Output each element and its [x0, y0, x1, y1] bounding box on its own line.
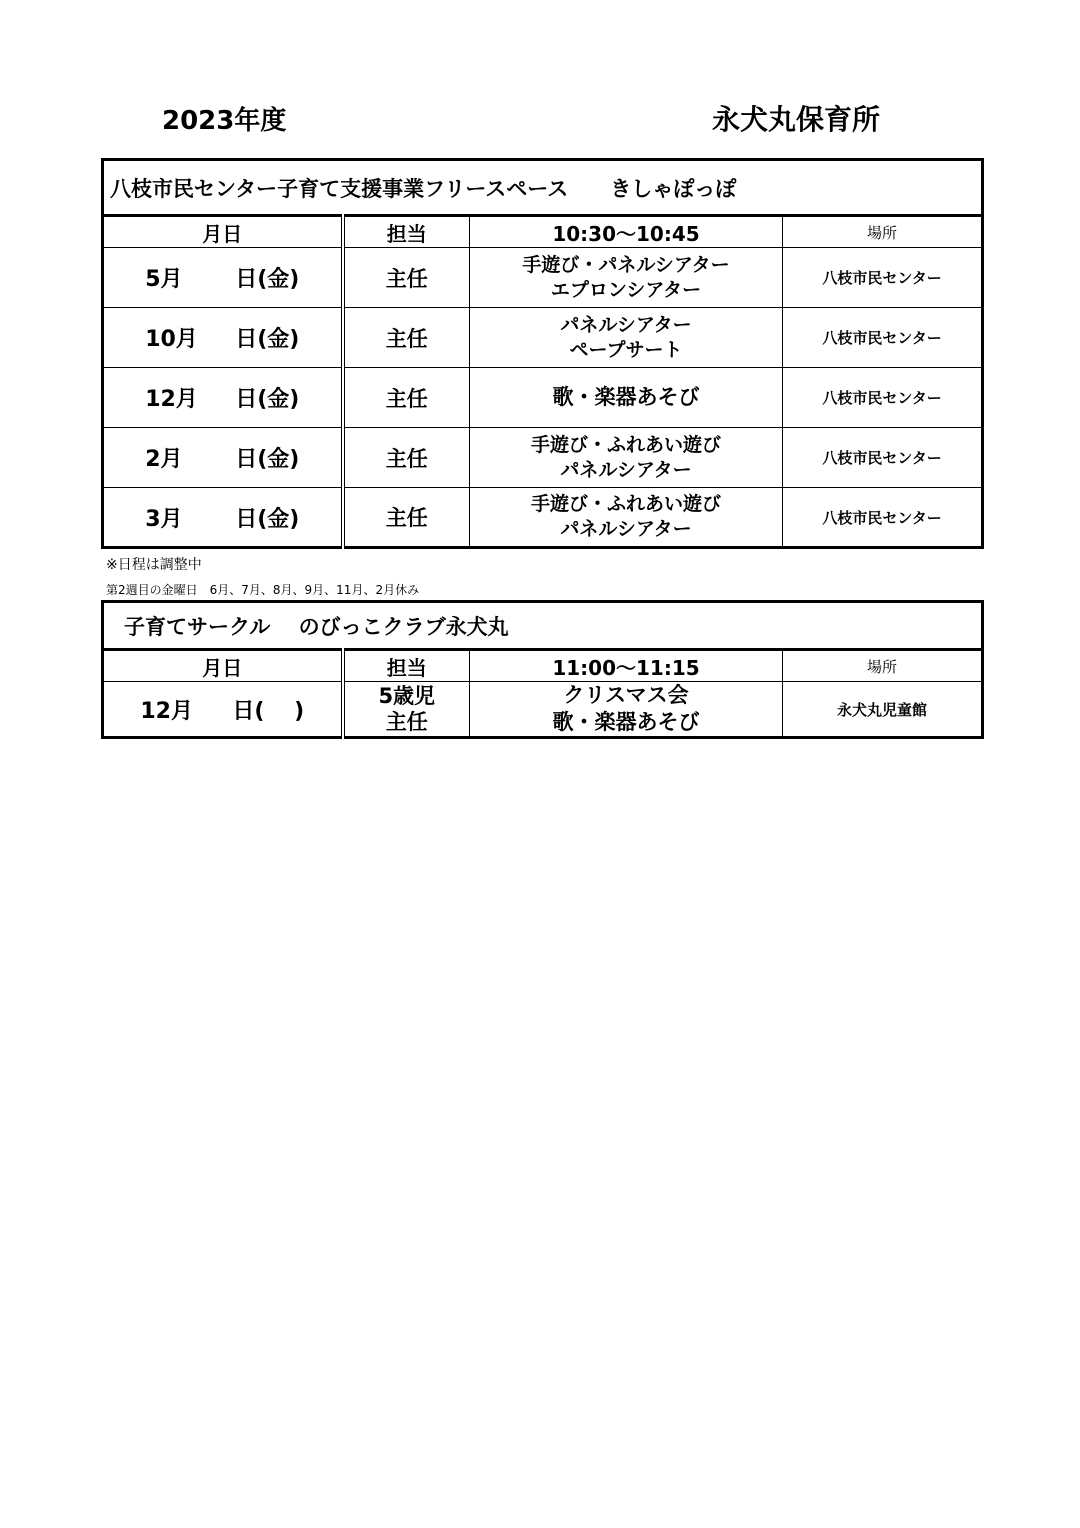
col-person: 担当	[343, 216, 470, 248]
date-cell	[103, 682, 343, 738]
day: 日(金)	[235, 387, 300, 412]
activity-line: 手遊び・パネルシアター	[522, 253, 730, 276]
col-time: 10:30〜10:45	[470, 216, 783, 248]
table-title: 子育てサークル のびっこクラブ永犬丸	[103, 602, 983, 650]
activity-cell	[470, 488, 783, 548]
place-cell: 八枝市民センター	[783, 488, 983, 548]
activity-line: 歌・楽器あそび	[552, 710, 700, 734]
place-cell: 永犬丸児童館	[783, 682, 983, 738]
day: 日(金)	[235, 267, 300, 292]
day: 日(金)	[235, 506, 300, 532]
table-row	[103, 682, 983, 738]
table-row	[103, 368, 983, 428]
col-place: 場所	[783, 650, 983, 682]
activity-line: ペープサート	[569, 338, 683, 361]
activity-line: 歌・楽器あそび	[552, 385, 700, 409]
col-person: 担当	[343, 650, 470, 682]
date-cell	[103, 488, 343, 548]
person-line: 5歳児	[378, 684, 436, 708]
activity-line: パネルシアター	[560, 313, 692, 336]
date-cell	[103, 368, 343, 428]
month: 12月	[145, 387, 198, 412]
date-cell	[103, 248, 343, 308]
activity-line: パネルシアター	[560, 518, 692, 540]
person-cell: 主任	[343, 308, 470, 368]
person-cell: 主任	[343, 428, 470, 488]
table-row	[103, 248, 983, 308]
place-cell: 八枝市民センター	[783, 368, 983, 428]
col-place: 場所	[783, 216, 983, 248]
activity-line: パネルシアター	[560, 458, 692, 481]
day: 日(金)	[235, 447, 300, 472]
month: 3月	[145, 506, 183, 532]
table-row	[103, 428, 983, 488]
month: 10月	[145, 327, 198, 352]
organization-name: 永犬丸保育所	[712, 103, 881, 136]
activity-line: クリスマス会	[563, 683, 689, 707]
activity-cell	[470, 308, 783, 368]
day: 日( )	[232, 698, 305, 724]
table-row	[103, 488, 983, 548]
person-cell	[343, 682, 470, 738]
place-cell: 八枝市民センター	[783, 428, 983, 488]
activity-line: エプロンシアター	[550, 278, 702, 301]
place-cell: 八枝市民センター	[783, 308, 983, 368]
month: 12月	[140, 698, 193, 724]
activity-cell	[470, 248, 783, 308]
column-header-row	[103, 650, 983, 682]
col-time: 11:00〜11:15	[470, 650, 783, 682]
activity-cell	[470, 428, 783, 488]
activity-cell	[470, 682, 783, 738]
activity-cell	[470, 368, 783, 428]
schedule-table-kishapoppo	[101, 158, 984, 549]
person-cell: 主任	[343, 248, 470, 308]
schedule-note: ※日程は調整中	[106, 557, 202, 573]
table-title: 八枝市民センター子育て支援事業フリースペース きしゃぽっぽ	[103, 160, 983, 216]
activity-line: 手遊び・ふれあい遊び	[530, 433, 721, 456]
holiday-note: 第2週目の金曜日 6月、7月、8月、9月、11月、2月休み	[106, 583, 420, 597]
fiscal-year: 2023年度	[162, 106, 287, 136]
table-row	[103, 308, 983, 368]
person-cell: 主任	[343, 488, 470, 548]
place-cell: 八枝市民センター	[783, 248, 983, 308]
date-cell	[103, 428, 343, 488]
person-cell: 主任	[343, 368, 470, 428]
month: 2月	[145, 447, 183, 472]
col-date: 月日	[103, 650, 343, 682]
column-header-row	[103, 216, 983, 248]
schedule-table-nobikko-club	[101, 600, 984, 739]
month: 5月	[145, 267, 183, 292]
col-date: 月日	[103, 216, 343, 248]
date-cell	[103, 308, 343, 368]
day: 日(金)	[235, 327, 300, 352]
person-line: 主任	[385, 710, 428, 734]
activity-line: 手遊び・ふれあい遊び	[530, 493, 721, 515]
